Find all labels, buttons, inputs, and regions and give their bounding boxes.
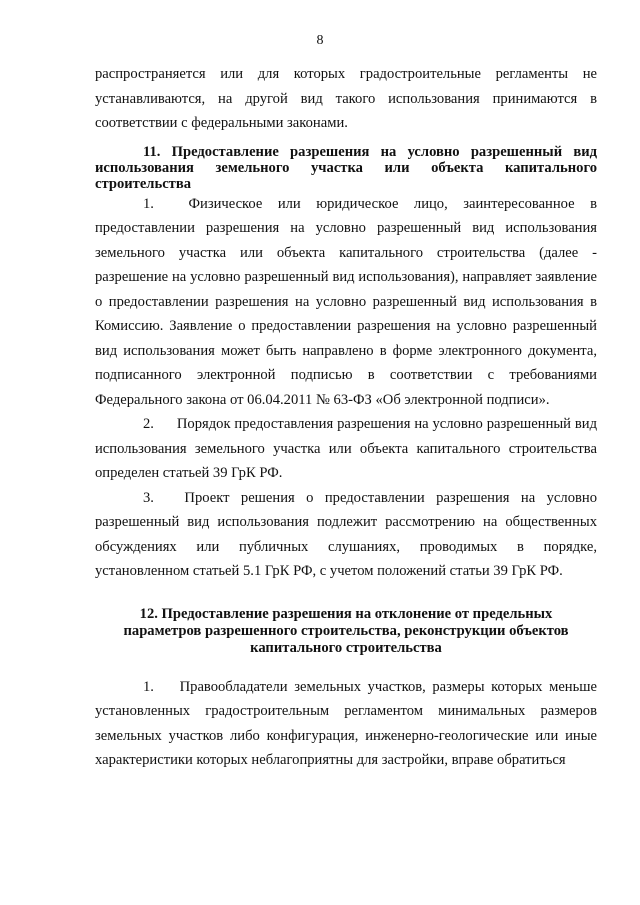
- item-text: Проект решения о предоставлении разрешения на условно разрешенный вид использования подлежит рассмотрению на общественных обсуждениях или публичных слушаниях, проводимых в порядке, установленном статьей 5.1 ГрК РФ, с учетом положений статьи 39 ГрК РФ.: [95, 489, 597, 579]
- section-12-heading-line-3: капитального строительства: [250, 639, 442, 656]
- section-11-item-1: [95, 192, 597, 413]
- page-number: 8: [316, 33, 324, 48]
- item-number: 2.: [143, 416, 154, 432]
- section-11-item-3: [95, 486, 597, 584]
- intro-paragraph: распространяется или для которых градостроительные регламенты не устанавливаются, на другой вид такого использования принимаются в соответствии с федеральными законами.: [95, 66, 597, 131]
- item-text: Порядок предоставления разрешения на условно разрешенный вид использования земельного участка или объекта капитального строительства определен статьей 39 ГрК РФ.: [95, 416, 597, 481]
- section-11-heading: [95, 144, 597, 192]
- item-text: Правообладатели земельных участков, размеры которых меньше установленных градостроительным регламентом минимальных размеров земельных участков либо конфигурация, инженерно-геологические или иные характеристики которых неблагоприятны для застройки, вправе обратиться: [95, 678, 597, 768]
- section-12-heading-line-2: параметров разрешенного строительства, реконструкции объектов: [123, 622, 569, 639]
- section-11-heading-text: 11. Предоставление разрешения на условно разрешенный вид использования земельного участка или объекта капитального строительства: [95, 143, 597, 192]
- page-content: [95, 62, 597, 773]
- item-number: 1.: [143, 195, 154, 212]
- section-12-heading-line-1: 12. Предоставление разрешения на отклонение от предельных: [139, 605, 553, 622]
- section-12-heading: [95, 606, 597, 657]
- item-text: Физическое или юридическое лицо, заинтересованное в предоставлении разрешения на условно разрешенный вид использования земельного участка или объекта капитального строительства (далее - разрешение на условно разрешенный вид использования), направляет заявление о предоставлении разрешения на условно разрешенный вид использования в Комиссию. Заявление о предоставлении разрешения на условно разрешенный вид использования может быть направлено в форме электронного документа, подписанного электронной подписью в соответствии с требованиями Федерального закона от 06.04.2011 № 63-ФЗ «Об электронной подписи».: [95, 195, 597, 408]
- item-number: 3.: [143, 489, 154, 506]
- section-12-item-1: [95, 675, 597, 773]
- section-11-item-2: [95, 412, 597, 486]
- item-number: 1.: [143, 678, 154, 695]
